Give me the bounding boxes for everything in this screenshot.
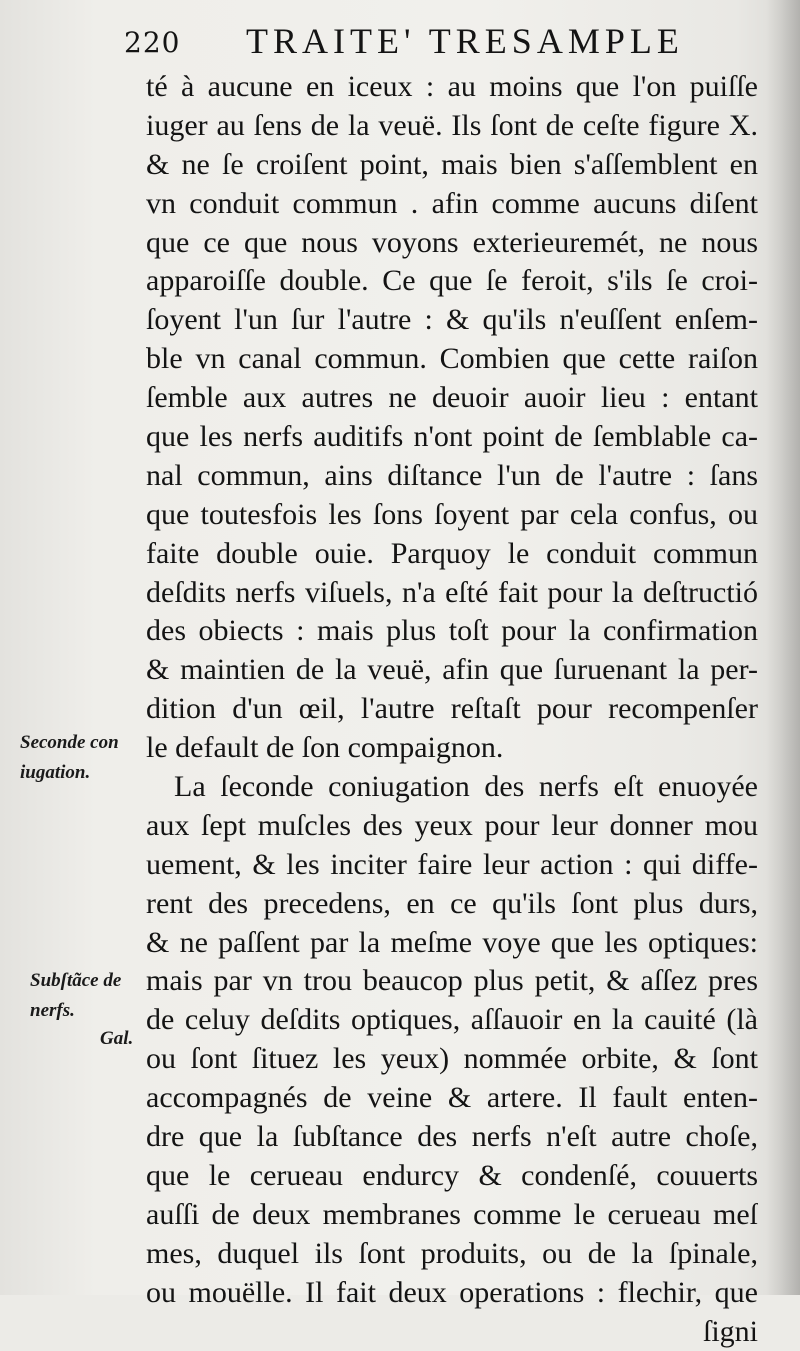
running-title: TRAITE' TRESAMPLE [246,20,684,62]
text-line: des obiects : mais plus toſt pour la confirmation [146,612,758,651]
text-line: faite double ouie. Parquoy le conduit commun [146,535,758,574]
page-gutter-shadow [766,0,800,1295]
text-line: dre que la ſubſtance des nerfs n'eſt autre choſe, [146,1118,758,1157]
text-line: aux ſept muſcles des yeux pour leur donner mou [146,807,758,846]
body-text [146,68,758,1351]
text-line: & ne ſe croiſent point, mais bien s'aſſemblent en [146,146,758,185]
text-line: ſemble aux autres ne deuoir auoir lieu : entant [146,379,758,418]
text-line: mes, duquel ils ſont produits, ou de la ſpinale, [146,1235,758,1274]
text-line: rent des precedens, en ce qu'ils ſont plus durs, [146,885,758,924]
text-line: ſigni [146,1313,758,1351]
margin-note-gal: Gal. [100,1024,133,1054]
text-line: ble vn canal commun. Combien que cette raiſon [146,340,758,379]
margin-note-line: iugation. [20,758,119,788]
margin-note-line: Seconde con [20,728,119,758]
text-line: dition d'un œil, l'autre reſtaſt pour recompenſer [146,690,758,729]
text-line: ou mouëlle. Il fait deux operations : flechir, que [146,1274,758,1313]
margin-note-seconde-conjugation [20,728,119,788]
text-line: & maintien de la veuë, afin que ſuruenant la per- [146,651,758,690]
text-line: que les nerfs auditifs n'ont point de ſemblable ca- [146,418,758,457]
text-line: deſdits nerfs viſuels, n'a eſté fait pour la deſtructió [146,574,758,613]
text-line: mais par vn trou beaucop plus petit, & aſſez pres [146,962,758,1001]
text-line: apparoiſſe double. Ce que ſe feroit, s'ils ſe croi- [146,262,758,301]
text-line: que le cerueau endurcy & condenſé, couuerts [146,1157,758,1196]
text-line: ou ſont ſituez les yeux) nommée orbite, & ſont [146,1040,758,1079]
text-line: La ſeconde coniugation des nerfs eſt enuoyée [146,768,758,807]
text-line: uement, & les inciter faire leur action : qui diffe- [146,846,758,885]
text-line: auſſi de deux membranes comme le cerueau meſ [146,1196,758,1235]
text-line: de celuy deſdits optiques, aſſauoir en la cauité (là [146,1001,758,1040]
text-line: que toutesfois les ſons ſoyent par cela confus, ou [146,496,758,535]
page-number: 220 [124,26,180,59]
page-header [0,18,800,64]
text-line: & ne paſſent par la meſme voye que les optiques: [146,924,758,963]
margin-note-line: nerfs. [30,996,121,1026]
margin-note-line: Subſtãce de [30,966,121,996]
text-line: le default de ſon compaignon. [146,729,758,768]
text-line: nal commun, ains diſtance l'un de l'autre : ſans [146,457,758,496]
text-line: té à aucune en iceux : au moins que l'on puiſſe [146,68,758,107]
margin-note-substance-nerfs [30,966,121,1026]
text-line: iuger au ſens de la veuë. Ils ſont de ceſte figure X. [146,107,758,146]
text-line: ſoyent l'un ſur l'autre : & qu'ils n'euſſent enſem- [146,301,758,340]
text-line: accompagnés de veine & artere. Il fault enten- [146,1079,758,1118]
text-line: vn conduit commun . afin comme aucuns diſent [146,185,758,224]
text-line: que ce que nous voyons exterieuremét, ne nous [146,224,758,263]
